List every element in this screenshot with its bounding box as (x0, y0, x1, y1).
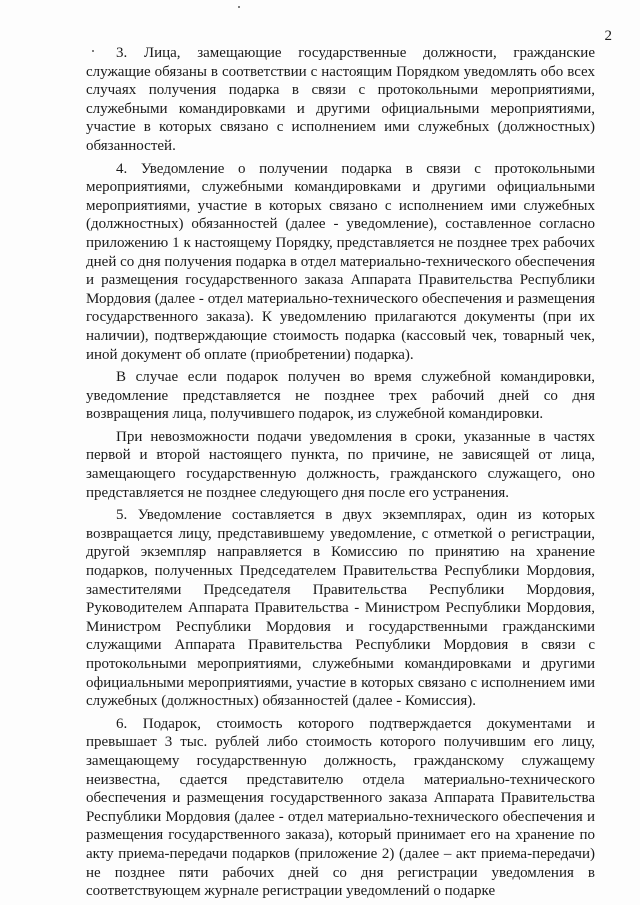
paragraph-4-part-2: В случае если подарок получен во время служебной командировки, уведомление представляется не позднее трех рабочий дней со дня возвращения лица, получившего подарок, из служебной командировки. (86, 369, 595, 423)
document-body (86, 44, 595, 901)
paragraph-4-part-3: При невозможности подачи уведомления в сроки, указанные в частях первой и второй настоящего пункта, по причине, не зависящей от лица, замещающего государственную должность, гражданского служащего, оно представляется не позднее следующего дня после его устранения. (86, 428, 595, 501)
page-number: 2 (604, 28, 612, 44)
paragraph-5: 5. Уведомление составляется в двух экземплярах, один из которых возвращается лицу, представившему уведомление, с отметкой о регистрации, другой экземпляр направляется в Комиссию по принятию на хранение подарков, полученных Председателем Правительства Республики Мордовия, заместителями Председателя Правительства Республики Мордовия, Руководителем Аппарата Правительства - Министром Республики Мордовия, Министром Республики Мордовия и государственными гражданскими служащими Аппарата Правительства Республики Мордовия в связи с протокольными мероприятиями, служебными командировками и другими официальными мероприятиями, участие в которых связано с исполнением ими служебных (должностных) обязанностей (далее - Комиссия). (86, 507, 595, 710)
paragraph-4: 4. Уведомление о получении подарка в связи с протокольными мероприятиями, служебными командировками и другими официальными мероприятиями, участие в которых связано с исполнением ими служебных (должностных) обязанностей (далее - уведомление), составленное согласно приложению 1 к настоящему Порядку, представляется не позднее трех рабочих дней со дня получения подарка в отдел материально-технического обеспечения и размещения государственного заказа Аппарата Правительства Республики Мордовия (далее - отдел материально-технического обеспечения и размещения государственного заказа). К уведомлению прилагаются документы (при их наличии), подтверждающие стоимость подарка (кассовый чек, товарный чек, иной документ об оплате (приобретении) подарка). (86, 160, 595, 363)
paragraph-6: 6. Подарок, стоимость которого подтверждается документами и превышает 3 тыс. рублей либо стоимость которого получившим его лицу, замещающему государственную должность, гражданскому служащему неизвестна, сдается представителю отдела материально-технического обеспечения и размещения государственного заказа Аппарата Правительства Республики Мордовия (далее - отдел материально-технического обеспечения и размещения государственного заказа), который принимает его на хранение по акту приема-передачи подарков (приложение 2) (далее – акт приема-передачи) не позднее пяти рабочих дней со дня регистрации уведомления в соответствующем журнале регистрации уведомлений о подарке (86, 715, 595, 900)
scan-speck (238, 6, 240, 8)
paragraph-3: 3. Лица, замещающие государственные должности, гражданские служащие обязаны в соответствии с настоящим Порядком уведомлять обо всех случаях получения подарка в связи с протокольными мероприятиями, служебными командировками и другими официальными мероприятиями, участие в которых связано с исполнением ими служебных (должностных) обязанностей. (86, 45, 595, 154)
